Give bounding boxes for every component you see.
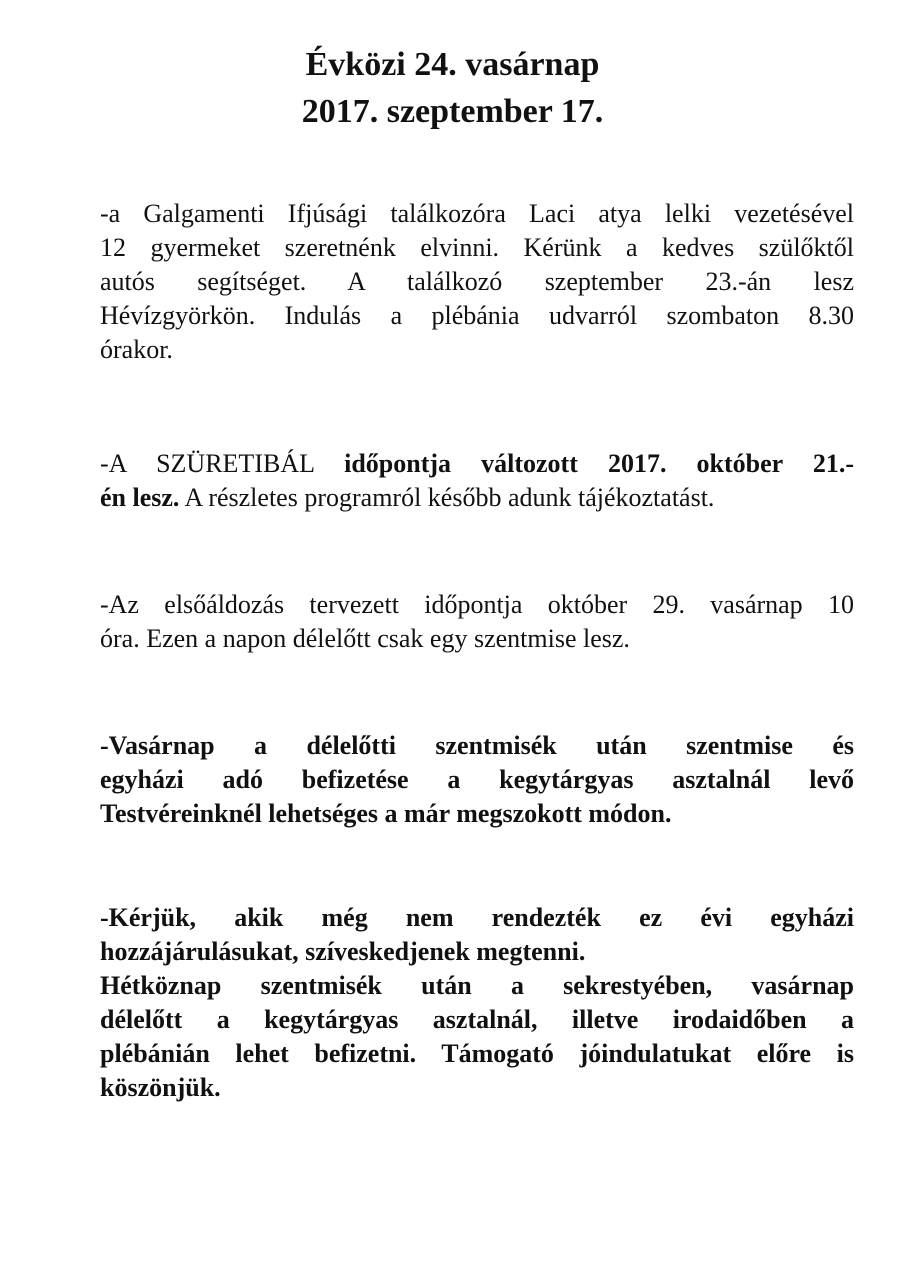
announcement-emphasis: én lesz. — [100, 483, 180, 512]
announcement-line: délelőtt a kegytárgyas asztalnál, illetve irodaidőben a — [100, 1005, 854, 1034]
announcement-line — [100, 481, 854, 515]
announcement-emphasis: időpontja változott 2017. október 21.- — [344, 449, 854, 478]
announcement-church-contribution — [100, 901, 854, 1105]
announcement-youth-meeting — [100, 197, 854, 367]
announcement-line: autós segítséget. A találkozó szeptember 23.-án lesz — [100, 267, 854, 296]
announcement-line: köszönjük. — [100, 1073, 221, 1102]
announcement-harvest-ball — [100, 447, 854, 515]
announcement-line: -Kérjük, akik még nem rendezték ez évi egyházi — [100, 903, 854, 932]
announcement-first-communion — [100, 588, 854, 656]
announcement-line: -Az elsőáldozás tervezett időpontja október 29. vasárnap 10 — [100, 590, 854, 619]
page-date: 2017. szeptember 17. — [301, 93, 604, 130]
announcement-sunday-payments — [100, 729, 854, 831]
announcement-line — [100, 447, 854, 481]
announcement-line: órakor. — [100, 335, 173, 364]
announcement-line: Hévízgyörkön. Indulás a plébánia udvarról szombaton 8.30 — [100, 301, 854, 330]
announcement-line: Hétköznap szentmisék után a sekrestyében, vasárnap — [100, 971, 854, 1000]
announcement-line: óra. Ezen a napon délelőtt csak egy szentmise lesz. — [100, 624, 630, 653]
announcement-line: hozzájárulásukat, szíveskedjenek megtenni. — [100, 937, 586, 966]
announcement-text: -A SZÜRETIBÁL — [100, 449, 345, 478]
announcement-line: -Vasárnap a délelőtti szentmisék után szentmise és — [100, 731, 854, 760]
announcement-text: A részletes programról később adunk tájékoztatást. — [179, 483, 715, 512]
announcement-line: egyházi adó befizetése a kegytárgyas asztalnál levő — [100, 765, 854, 794]
page-title: Évközi 24. vasárnap — [305, 46, 600, 83]
announcement-line: 12 gyermeket szeretnénk elvinni. Kérünk a kedves szülőktől — [100, 233, 854, 262]
announcement-line: -a Galgamenti Ifjúsági találkozóra Laci atya lelki vezetésével — [100, 199, 854, 228]
announcement-line: Testvéreinknél lehetséges a már megszokott módon. — [100, 799, 672, 828]
announcement-line: plébánián lehet befizetni. Támogató jóindulatukat előre is — [100, 1039, 854, 1068]
